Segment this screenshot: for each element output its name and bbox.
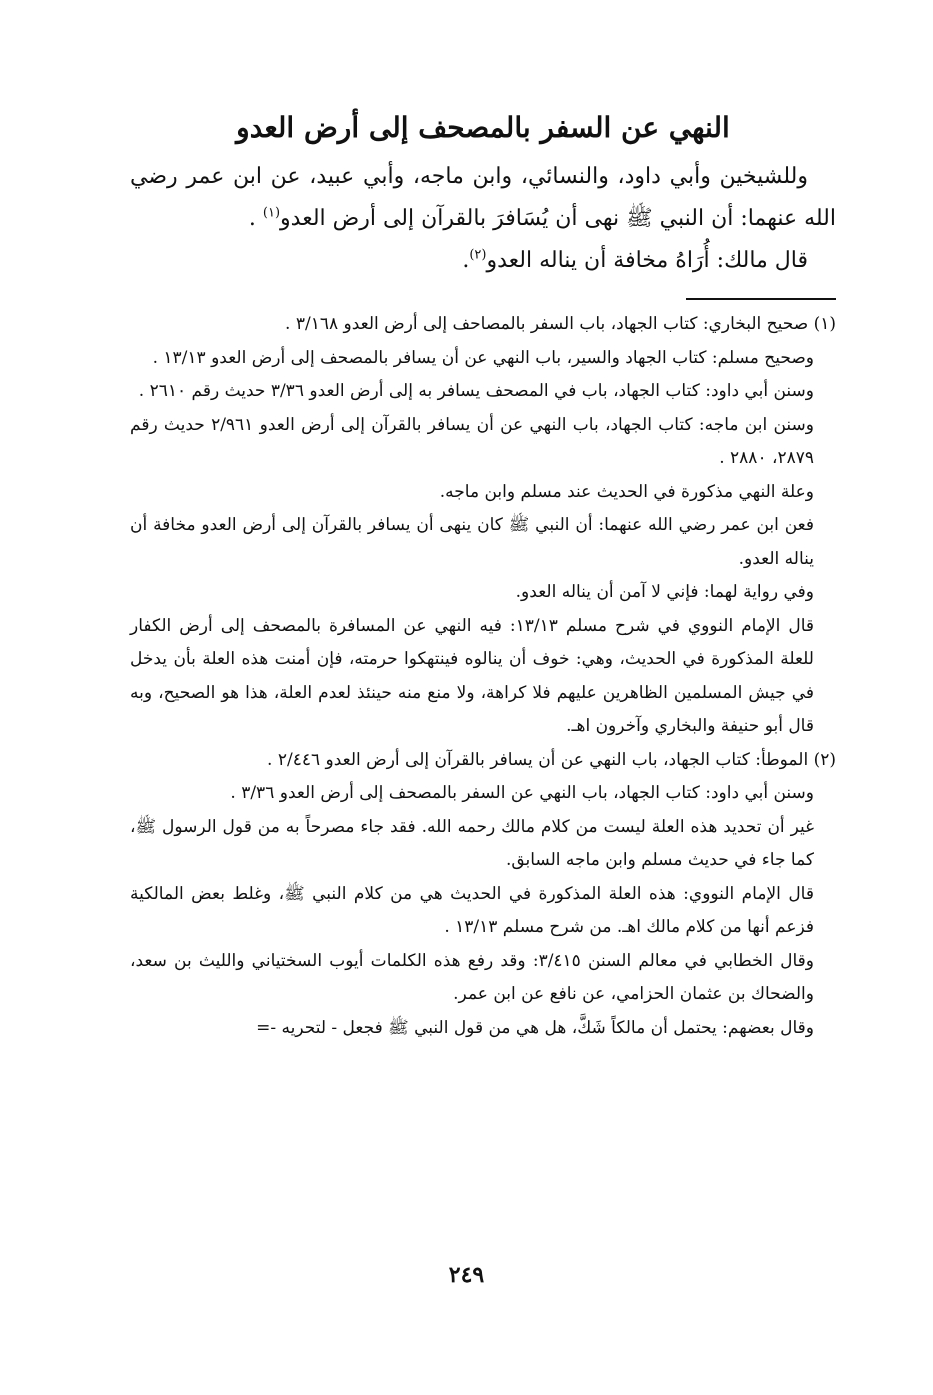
footnote-1-item: وسنن أبي داود: كتاب الجهاد، باب في المصحف يسافر به إلى أرض العدو ٣/٣٦ حديث رقم ٢٦١٠ . (138, 381, 814, 402)
footnote-1-item: وصحيح مسلم: كتاب الجهاد والسير، باب النهي عن أن يسافر بالمصحف إلى أرض العدو ١٣/١٣ . (152, 347, 814, 368)
footnote-2-item: وقال بعضهم: يحتمل أن مالكاً شَكَّ، هل هي من قول النبي ﷺ فجعل - لتحريه -= (256, 1017, 814, 1038)
body-paragraph-malik (130, 240, 836, 282)
footnote-1-line (130, 308, 836, 342)
footnote-2-line (130, 744, 836, 778)
footnote-separator (686, 298, 836, 300)
body-paragraph-hadith (130, 156, 836, 240)
footnote-1-item: فعن ابن عمر رضي الله عنهما: أن النبي ﷺ كان ينهى أن يسافر بالقرآن إلى أرض العدو مخافة أن يناله العدو. (130, 515, 814, 569)
footnote-2-item: وقال الخطابي في معالم السنن ٣/٤١٥: وقد رفع هذه الكلمات أيوب السختياني والليث بن سعد، والضحاك بن عثمان الحزامي، عن نافع عن ابن عمر. (130, 950, 814, 1005)
footnote-1-item: صحيح البخاري: كتاب الجهاد، باب السفر بالمصاحف إلى أرض العدو ٣/١٦٨ . (285, 314, 809, 335)
page-number: ٢٤٩ (448, 1262, 485, 1288)
book-page (130, 110, 836, 1045)
hadith-text: وللشيخين وأبي داود، والنسائي، وابن ماجه، وأبي عبيد، عن ابن عمر رضي الله عنهما: أن النبي ﷺ نهى أن يُسَافرَ بالقرآن إلى أرض العدو (130, 164, 836, 232)
footnote-1-item: وسنن ابن ماجه: كتاب الجهاد، باب النهي عن أن يسافر بالقرآن إلى أرض العدو ٢/٩٦١ حديث رقم ٢٨٧٩، ٢٨٨٠ . (130, 414, 814, 469)
malik-text: قال مالك: أُرَاهُ مخافة أن يناله العدو (486, 248, 808, 274)
malik-text-end: . (462, 248, 470, 274)
footnote-2-item: وسنن أبي داود: كتاب الجهاد، باب النهي عن السفر بالمصحف إلى أرض العدو ٣/٣٦ . (230, 783, 814, 804)
footnote-ref-1: (١) (262, 206, 281, 222)
footnote-1-number: (١) (813, 314, 836, 335)
footnote-2-number: (٢) (813, 749, 836, 770)
footnote-ref-2: (٢) (469, 248, 487, 264)
footnotes (130, 308, 836, 1045)
footnote-1-item: قال الإمام النووي في شرح مسلم ١٣/١٣: فيه النهي عن المسافرة بالمصحف إلى أرض الكفار للعلة المذكورة في الحديث، وهي: خوف أن ينالوه فينتهكوا حرمته، فإن أمنت هذه العلة بأن يدخل في جيش المسلمين الظاهرين عليهم فلا كراهة، ولا منع منه حينئذ لعدم العلة، هذا هو الصحيح، وبه قال أبو حنيفة والبخاري وآخرون اهـ. (130, 615, 815, 737)
footnote-1-item: وعلة النهي مذكورة في الحديث عند مسلم وابن ماجه. (439, 481, 814, 502)
section-title: النهي عن السفر بالمصحف إلى أرض العدو (236, 111, 730, 144)
footnote-2-item: قال الإمام النووي: هذه العلة المذكورة في الحديث هي من كلام النبي ﷺ، وغلط بعض المالكية فزعم أنها من كلام مالك اهـ. من شرح مسلم ١٣/١٣ . (130, 883, 814, 938)
footnote-2-item: الموطأ: كتاب الجهاد، باب النهي عن أن يسافر بالقرآن إلى أرض العدو ٢/٤٤٦ . (267, 749, 809, 770)
footnote-1-item: وفي رواية لهما: فإني لا آمن أن يناله العدو. (515, 582, 814, 603)
hadith-text-end: . (248, 206, 263, 232)
footnote-2-item: غير أن تحديد هذه العلة ليست من كلام مالك رحمه الله. فقد جاء مصرحاً به من قول الرسول ﷺ، كما جاء في حديث مسلم وابن ماجه السابق. (130, 816, 814, 871)
